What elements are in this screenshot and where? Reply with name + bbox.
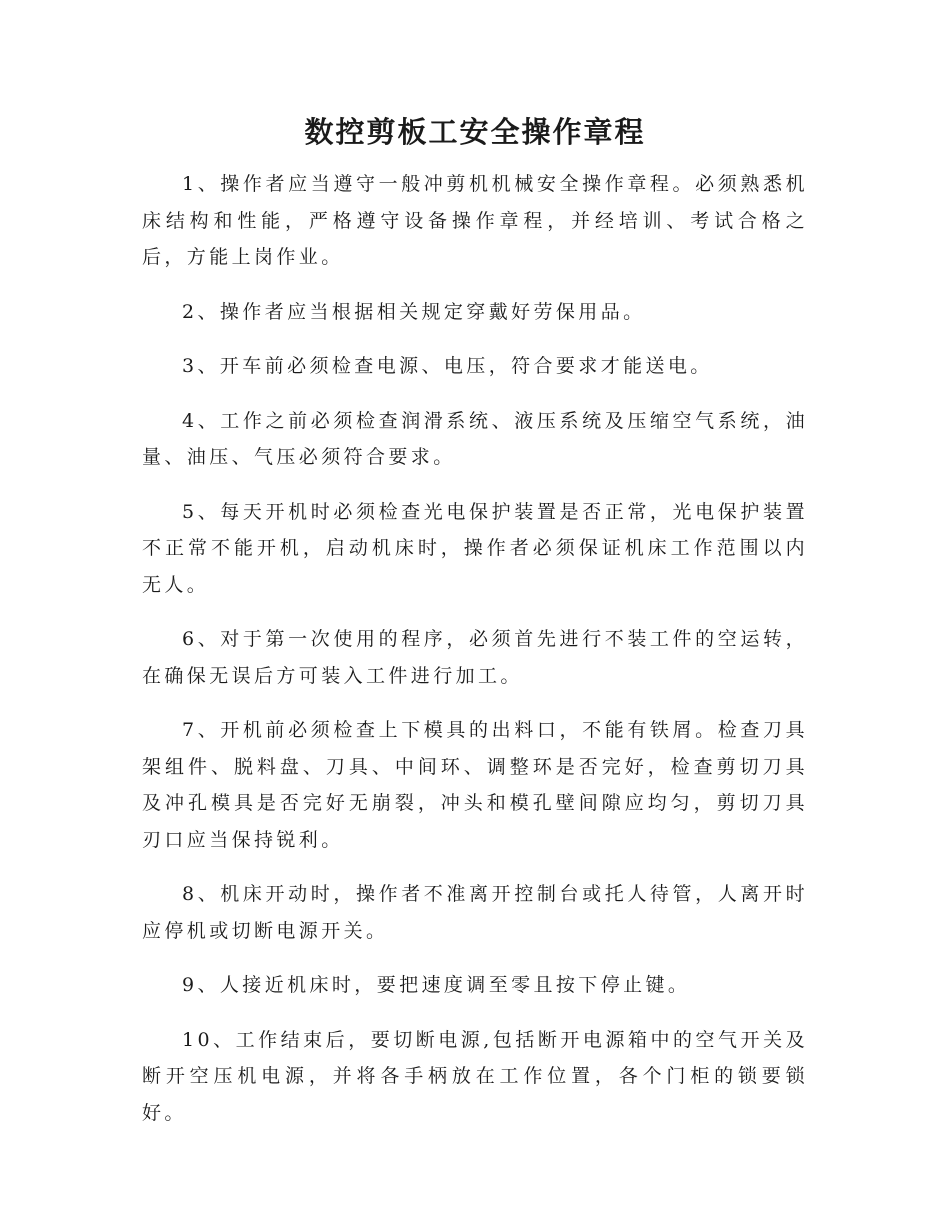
paragraph-10: 10、工作结束后，要切断电源,包括断开电源箱中的空气开关及断开空压机电源，并将各手柄放在工作位置，各个门柜的锁要锁好。: [142, 1028, 808, 1124]
paragraph-2: 2、操作者应当根据相关规定穿戴好劳保用品。: [182, 300, 646, 323]
paragraph-1: 1、操作者应当遵守一般冲剪机机械安全操作章程。必须熟悉机床结构和性能，严格遵守设备操作章程，并经培训、考试合格之后，方能上岗作业。: [142, 173, 808, 268]
paragraph-4: 4、工作之前必须检查润滑系统、液压系统及压缩空气系统，油量、油压、气压必须符合要求。: [142, 409, 808, 468]
document-body: [142, 166, 808, 1149]
paragraph-5: 5、每天开机时必须检查光电保护装置是否正常，光电保护装置不正常不能开机，启动机床时，操作者必须保证机床工作范围以内无人。: [142, 500, 808, 596]
document-title: 数控剪板工安全操作章程: [304, 115, 646, 149]
paragraph-7: 7、开机前必须检查上下模具的出料口，不能有铁屑。检查刀具架组件、脱料盘、刀具、中间环、调整环是否完好，检查剪切刀具及冲孔模具是否完好无崩裂，冲头和模孔壁间隙应均匀，剪切刀具刃口应当保持锐利。: [142, 719, 808, 851]
paragraph-6: 6、对于第一次使用的程序，必须首先进行不装工件的空运转，在确保无误后方可装入工件进行加工。: [142, 628, 808, 687]
paragraph-8: 8、机床开动时，操作者不准离开控制台或托人待管，人离开时应停机或切断电源开关。: [142, 883, 808, 942]
paragraph-3: 3、开车前必须检查电源、电压，符合要求才能送电。: [182, 355, 713, 377]
paragraph-9: 9、人接近机床时，要把速度调至零且按下停止键。: [182, 974, 691, 996]
